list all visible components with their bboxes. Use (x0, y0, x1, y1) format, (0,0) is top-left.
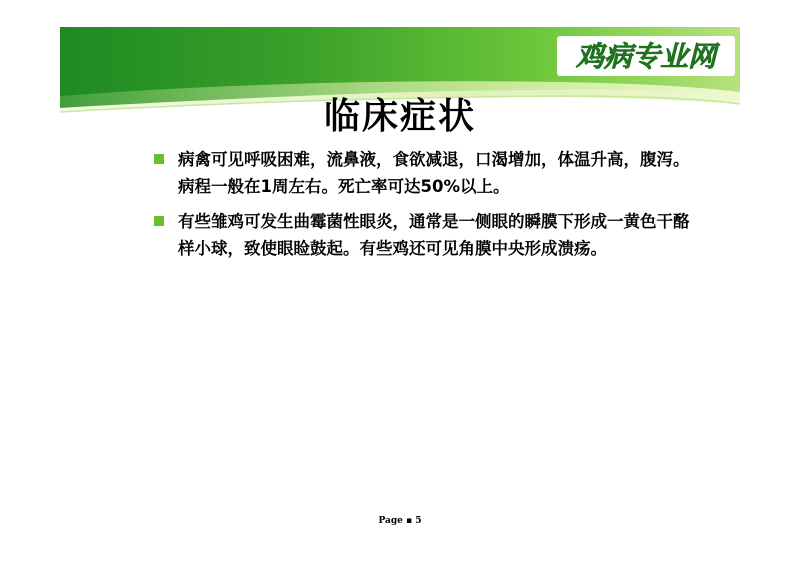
bullet-text: 有些雏鸡可发生曲霉菌性眼炎，通常是一侧眼的瞬膜下形成一黄色干酪样小球，致使眼睑鼓起。有些鸡还可见角膜中央形成溃疡。 (178, 212, 690, 258)
page-number: Page ▪ 5 (378, 516, 422, 526)
square-bullet-icon (154, 216, 164, 226)
bullet-list (154, 146, 694, 270)
site-logo (557, 36, 735, 76)
logo-text: 鸡病专业网 (575, 40, 717, 73)
bullet-text: 病禽可见呼吸困难，流鼻液，食欲减退，口渴增加，体温升高，腹泻。病程一般在1周左右。死亡率可达50%以上。 (178, 150, 690, 196)
square-bullet-icon (154, 154, 164, 164)
bullet-item (154, 146, 694, 200)
bullet-item (154, 208, 694, 262)
slide-title: 临床症状 (323, 96, 476, 137)
